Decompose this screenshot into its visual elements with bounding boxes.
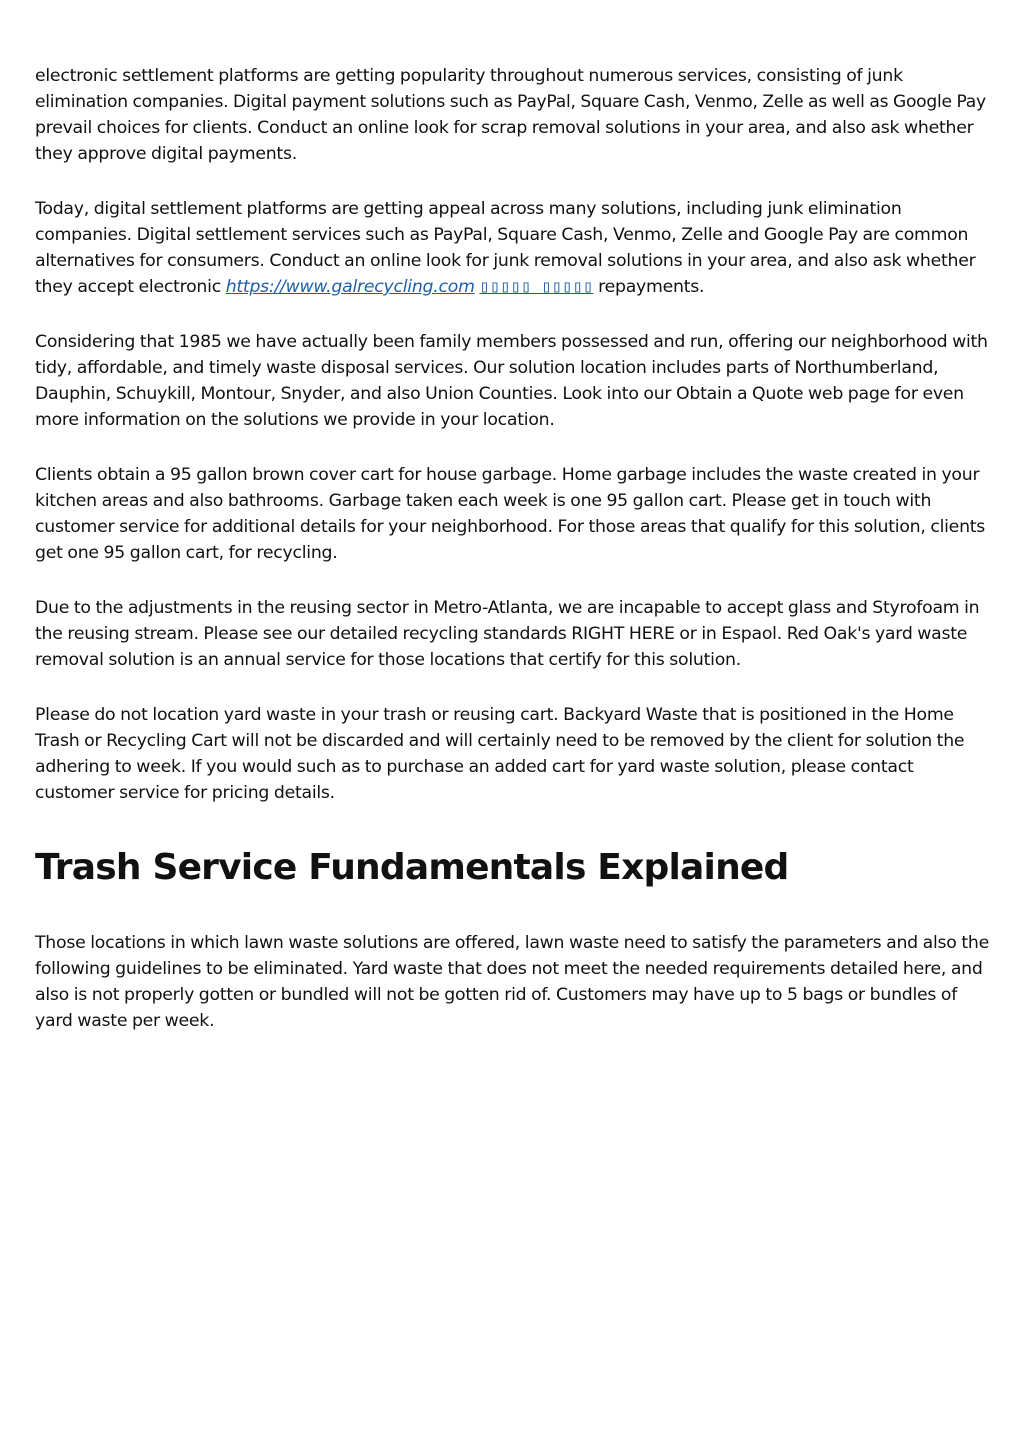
paragraph-6 <box>35 702 990 806</box>
paragraph-line: Please do not location yard waste in your trash or reusing cart. Backyard Waste that is positioned in the Home <box>35 705 954 725</box>
paragraph-3 <box>35 329 990 433</box>
paragraph-line: alternatives for consumers. Conduct an online look for junk removal solutions in your area, and also ask whether <box>35 251 976 271</box>
paragraph-line: kitchen areas and also bathrooms. Garbage taken each week is one 95 gallon cart. Please get in touch with <box>35 491 932 511</box>
galrecycling-link[interactable]: https://www.galrecycling.com <box>225 277 475 297</box>
article-body <box>35 63 990 1063</box>
paragraph-5 <box>35 595 990 673</box>
paragraph-2 <box>35 196 990 300</box>
link-glyph-boxes[interactable]: ▯▯▯▯▯ ▯▯▯▯▯ <box>479 277 594 297</box>
paragraph-line: get one 95 gallon cart, for recycling. <box>35 543 338 563</box>
link-prefix-text: they accept electronic <box>35 277 226 297</box>
paragraph-line: elimination companies. Digital payment solutions such as PayPal, Square Cash, Venmo, Zelle as well as Google Pay <box>35 92 986 112</box>
paragraph-4 <box>35 462 990 566</box>
paragraph-line: customer service for pricing details. <box>35 783 335 803</box>
paragraph-line: Those locations in which lawn waste solutions are offered, lawn waste need to satisfy the parameters and also the <box>35 933 989 953</box>
paragraph-line: Considering that 1985 we have actually been family members possessed and run, offering our neighborhood with <box>35 332 988 352</box>
paragraph-line: they approve digital payments. <box>35 144 297 164</box>
paragraph-line: prevail choices for clients. Conduct an online look for scrap removal solutions in your area, and also ask whether <box>35 118 974 138</box>
paragraph-line: more information on the solutions we provide in your location. <box>35 410 555 430</box>
paragraph-line: also is not properly gotten or bundled will not be gotten rid of. Customers may have up to 5 bags or bundles of <box>35 985 958 1005</box>
paragraph-line: removal solution is an annual service for those locations that certify for this solution. <box>35 650 741 670</box>
paragraph-line: companies. Digital settlement services such as PayPal, Square Cash, Venmo, Zelle and Google Pay are common <box>35 225 969 245</box>
paragraph-7 <box>35 930 990 1034</box>
paragraph-line: Trash or Recycling Cart will not be discarded and will certainly need to be removed by the client for solution the <box>35 731 965 751</box>
paragraph-line: the reusing stream. Please see our detailed recycling standards RIGHT HERE or in Espaol. Red Oak's yard waste <box>35 624 968 644</box>
paragraph-line: Dauphin, Schuykill, Montour, Snyder, and also Union Counties. Look into our Obtain a Quote web page for even <box>35 384 964 404</box>
paragraph-line-with-link <box>35 274 990 300</box>
paragraph-line: Due to the adjustments in the reusing sector in Metro-Atlanta, we are incapable to accept glass and Styrofoam in <box>35 598 980 618</box>
paragraph-line: following guidelines to be eliminated. Yard waste that does not meet the needed requirements detailed here, and <box>35 959 983 979</box>
paragraph-line: yard waste per week. <box>35 1011 215 1031</box>
paragraph-1 <box>35 63 990 167</box>
paragraph-line: customer service for additional details for your neighborhood. For those areas that qualify for this solution, clients <box>35 517 986 537</box>
section-heading: Trash Service Fundamentals Explained <box>35 847 789 888</box>
paragraph-line: electronic settlement platforms are getting popularity throughout numerous services, consisting of junk <box>35 66 903 86</box>
paragraph-line: Clients obtain a 95 gallon brown cover cart for house garbage. Home garbage includes the waste created in your <box>35 465 980 485</box>
paragraph-line: Today, digital settlement platforms are getting appeal across many solutions, including junk elimination <box>35 199 902 219</box>
paragraph-line: tidy, affordable, and timely waste disposal services. Our solution location includes parts of Northumberland, <box>35 358 939 378</box>
link-suffix-text: repayments. <box>593 277 705 297</box>
paragraph-line: adhering to week. If you would such as to purchase an added cart for yard waste solution, please contact <box>35 757 914 777</box>
